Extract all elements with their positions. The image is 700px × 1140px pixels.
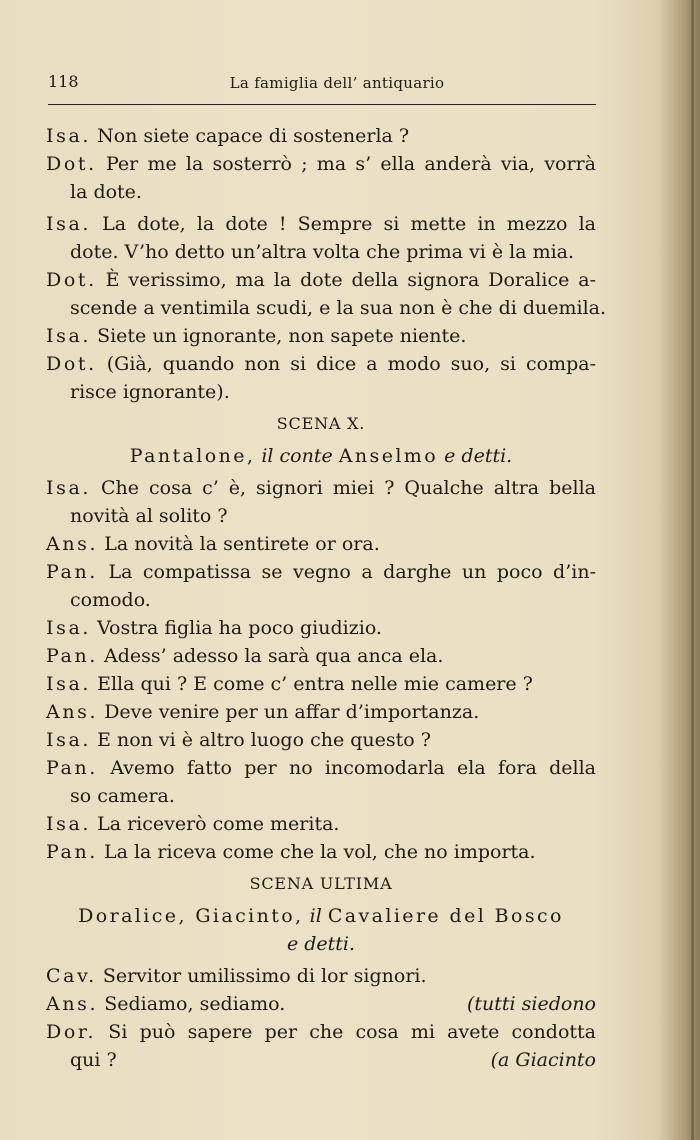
line-text: È verissimo, ma la dote della signora Doralice a- xyxy=(105,269,596,291)
line-text: Avemo fatto per no incomodarla ela fora della xyxy=(110,757,596,779)
line-text: (Già, quando non si dice a modo suo, si compa- xyxy=(106,353,596,375)
line-text: Sediamo, sediamo. xyxy=(104,993,286,1015)
dialogue-line xyxy=(46,614,596,642)
line-text: comodo. xyxy=(70,589,151,611)
speaker: Ans. xyxy=(46,533,99,555)
line-text: Vostra figlia ha poco giudizio. xyxy=(97,617,382,639)
cast-name: Anselmo xyxy=(338,445,439,467)
cast-italic: il conte xyxy=(261,445,333,467)
line-text: Adess’ adesso la sarà qua anca ela. xyxy=(103,645,444,667)
speaker: Pan. xyxy=(46,841,98,863)
dialogue-line xyxy=(46,474,596,502)
dialogue-continuation xyxy=(46,782,596,810)
line-text: La riceverò come merita. xyxy=(97,813,340,835)
cast-list xyxy=(46,442,596,470)
cast-name: Doralice, Giacinto, xyxy=(78,905,304,927)
speaker: Pan. xyxy=(46,645,98,667)
scene-heading: SCENA ULTIMA xyxy=(249,874,393,893)
dialogue-line xyxy=(46,810,596,838)
cast-list xyxy=(46,902,596,930)
running-title: La famiglia dell’ antiquario xyxy=(229,74,445,92)
line-text: Che cosa c’ è, signori miei ? Qualche altra bella xyxy=(101,477,596,499)
speaker: Isa. xyxy=(46,213,92,235)
speaker: Dor. xyxy=(46,1021,97,1043)
speaker: Isa. xyxy=(46,325,92,347)
page-body xyxy=(46,122,607,1074)
scene-heading: SCENA X. xyxy=(276,414,366,433)
line-text: Per me la sosterrò ; ma s’ ella anderà via, vorrà xyxy=(105,153,596,175)
cast-italic: il xyxy=(309,905,322,927)
dialogue-continuation xyxy=(46,294,607,322)
line-text: risce ignorante). xyxy=(70,381,230,403)
dialogue-continuation xyxy=(46,178,596,206)
dialogue-line xyxy=(46,838,596,866)
page-header xyxy=(48,72,596,96)
line-text: Non siete capace di sostenerla ? xyxy=(97,125,410,147)
speaker: Isa. xyxy=(46,617,92,639)
speaker: Ans. xyxy=(46,993,99,1015)
line-text: qui ? xyxy=(70,1049,117,1071)
line-text: Ella qui ? E come c’ entra nelle mie camere ? xyxy=(97,673,533,695)
dialogue-line xyxy=(46,698,596,726)
cast-italic: e detti. xyxy=(286,933,356,955)
speaker: Dot. xyxy=(46,269,97,291)
speaker: Cav. xyxy=(46,965,97,987)
dialogue-line xyxy=(46,1018,596,1046)
dialogue-line xyxy=(46,726,596,754)
dialogue-line xyxy=(46,322,596,350)
dialogue-line xyxy=(46,350,596,378)
page-binding-edge xyxy=(691,0,694,1140)
line-text: E non vi è altro luogo che questo ? xyxy=(97,729,431,751)
stage-direction: (a Giacinto xyxy=(490,1049,596,1071)
cast-italic: e detti. xyxy=(444,445,513,467)
line-text: Si può sapere per che cosa mi avete condotta xyxy=(108,1021,597,1043)
line-text: novità al solito ? xyxy=(70,505,228,527)
line-text: La compatissa se vegno a darghe un poco d’in- xyxy=(108,561,596,583)
line-text: Servitor umilissimo di lor signori. xyxy=(102,965,427,987)
dialogue-line xyxy=(46,266,596,294)
stage-direction: (tutti siedono xyxy=(466,993,596,1015)
dialogue-line xyxy=(46,642,596,670)
speaker: Dot. xyxy=(46,153,97,175)
dialogue-continuation xyxy=(46,238,596,266)
dialogue-line xyxy=(46,670,596,698)
speaker: Isa. xyxy=(46,125,92,147)
speaker: Isa. xyxy=(46,729,92,751)
header-rule xyxy=(48,104,596,105)
line-text: dote. V’ho detto un’altra volta che prima vi è la mia. xyxy=(70,241,575,263)
dialogue-line xyxy=(46,150,596,178)
line-text: Deve venire per un affar d’importanza. xyxy=(104,701,480,723)
line-text: La la riceva come che la vol, che no importa. xyxy=(103,841,536,863)
dialogue-continuation xyxy=(46,502,596,530)
dialogue-line xyxy=(46,990,596,1018)
dialogue-continuation xyxy=(46,586,596,614)
line-text: scende a ventimila scudi, e la sua non è che di duemila. xyxy=(70,297,607,319)
page-number: 118 xyxy=(48,72,79,91)
line-text: La novità la sentirete or ora. xyxy=(104,533,380,555)
dialogue-line xyxy=(46,754,596,782)
cast-name: Pantalone, xyxy=(129,445,256,467)
speaker: Isa. xyxy=(46,673,92,695)
line-text: Siete un ignorante, non sapete niente. xyxy=(97,325,467,347)
cast-list-continuation xyxy=(46,930,596,958)
speaker: Dot. xyxy=(46,353,97,375)
dialogue-line xyxy=(46,962,596,990)
line-text: La dote, la dote ! Sempre si mette in mezzo la xyxy=(102,213,596,235)
cast-name: Cavaliere del Bosco xyxy=(327,905,564,927)
speaker: Pan. xyxy=(46,757,98,779)
speaker: Isa. xyxy=(46,813,92,835)
dialogue-line xyxy=(46,210,596,238)
speaker: Pan. xyxy=(46,561,98,583)
dialogue-line xyxy=(46,530,596,558)
dialogue-continuation xyxy=(46,1046,596,1074)
speaker: Isa. xyxy=(46,477,92,499)
dialogue-continuation xyxy=(46,378,596,406)
dialogue-line xyxy=(46,122,596,150)
speaker: Ans. xyxy=(46,701,99,723)
dialogue-line xyxy=(46,558,596,586)
line-text: so camera. xyxy=(70,785,175,807)
line-text: la dote. xyxy=(70,181,142,203)
